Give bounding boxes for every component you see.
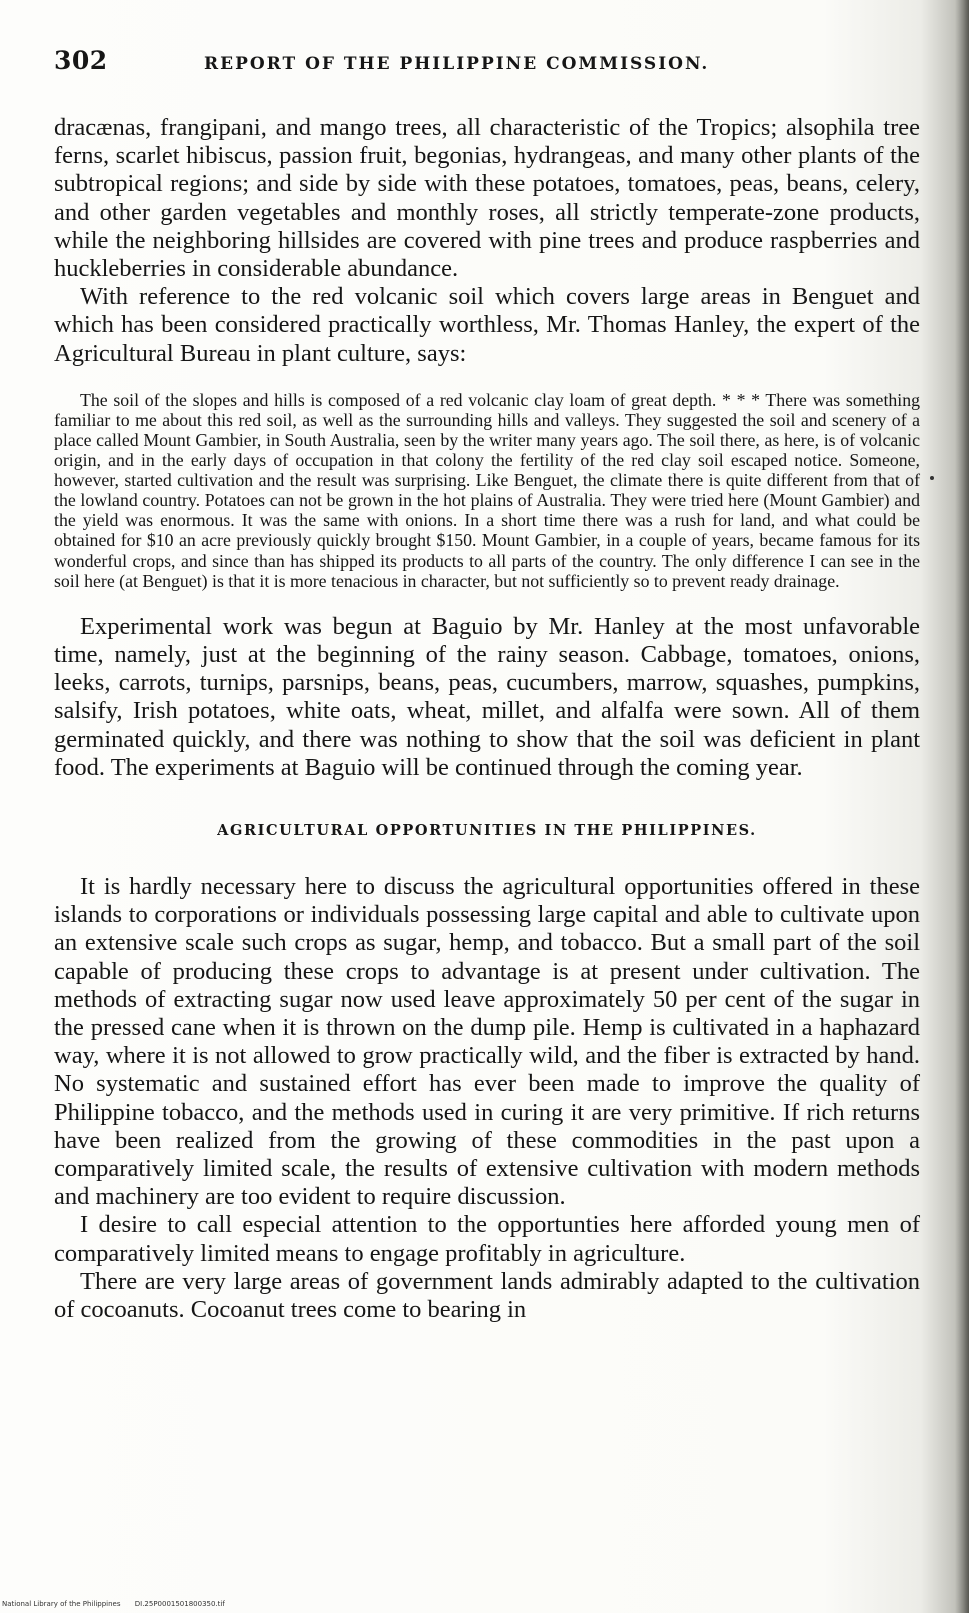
paragraph-1: dracænas, frangipani, and mango trees, all characteristic of the Tropics; alsophila tree ferns, scarlet hibiscus, passion fruit, begonias, hydrangeas, and many other plants of the subtropical regions; and side by side with these potatoes, tomatoes, peas, beans, celery, and other garden vegetables and monthly roses, all strictly temperate-zone products, while the neighboring hillsides are covered with pine trees and produce raspberries and huckleberries in considerable abundance. [54,114,920,283]
running-head [54,46,920,86]
footer-file-id: DI.25P0001501800350.tif [134,1600,225,1608]
ink-speck [930,476,934,480]
page-content [54,46,920,1324]
scan-footer [2,1600,225,1608]
paragraph-5: I desire to call especial attention to the opportunties here afforded young men of comparatively limited means to engage profitably in agriculture. [54,1211,920,1267]
running-title: REPORT OF THE PHILIPPINE COMMISSION. [204,54,710,74]
section-heading: AGRICULTURAL OPPORTUNITIES IN THE PHILIPPINES. [217,821,757,839]
page-number: 302 [54,46,108,75]
paragraph-3: Experimental work was begun at Baguio by Mr. Hanley at the most unfavorable time, namely, just at the beginning of the rainy season. Cabbage, tomatoes, onions, leeks, carrots, turnips, parsnips, beans, peas, cucumbers, marrow, squashes, pumpkins, salsify, Irish potatoes, white oats, wheat, millet, and alfalfa were sown. All of them germinated quickly, and there was nothing to show that the soil was deficient in plant food. The experiments at Baguio will be continued through the coming year. [54,612,920,781]
paragraph-4: It is hardly necessary here to discuss the agricultural opportunities offered in these islands to corporations or individuals possessing large capital and able to cultivate upon an extensive scale such crops as sugar, hemp, and tobacco. But a small part of the soil capable of producing these crops to advantage is at present under cultivation. The methods of extracting sugar now used leave approximately 50 per cent of the sugar in the pressed cane when it is thrown on the dump pile. Hemp is cultivated in a haphazard way, where it is not allowed to grow practically wild, and the fiber is extracted by hand. No systematic and sustained effort has ever been made to improve the quality of Philippine tobacco, and the methods used in curing it are very primitive. If rich returns have been realized from the growing of these commodities in the past upon a comparatively limited scale, the results of extensive cultivation with modern methods and machinery are too evident to require discussion. [54,872,920,1211]
footer-library: National Library of the Philippines [2,1600,121,1608]
page-spine-shadow [955,0,969,1613]
paragraph-6: There are very large areas of government lands admirably adapted to the cultivation of cocoanuts. Cocoanut trees come to bearing in [54,1267,920,1324]
paragraph-2: With reference to the red volcanic soil which covers large areas in Benguet and which has been considered practically worthless, Mr. Thomas Hanley, the expert of the Agricultural Bureau in plant culture, says: [54,283,920,367]
block-quote: The soil of the slopes and hills is composed of a red volcanic clay loam of great depth. * * * There was something familiar to me about this red soil, as well as the surrounding hills and valleys. They suggested the soil and scenery of a place called Mount Gambier, in South Australia, seen by the writer many years ago. The soil there, as here, is of volcanic origin, and in the early days of occupation in that colony the fertility of the red clay soil escaped notice. Someone, however, started cultivation and the result was surprising. Like Benguet, the climate there is quite different from that of the lowland country. Potatoes can not be grown in the hot plains of Australia. They were tried here (Mount Gambier) and the yield was enormous. It was the same with onions. In a short time there was a rush for land, and what could be obtained for $10 an acre previously quickly brought $150. Mount Gambier, in a couple of years, became famous for its wonderful crops, and since than has shipped its products to all parts of the country. The only difference I can see in the soil here (at Benguet) is that it is more tenacious in character, but not sufficiently so to prevent ready drainage. [54,389,920,591]
